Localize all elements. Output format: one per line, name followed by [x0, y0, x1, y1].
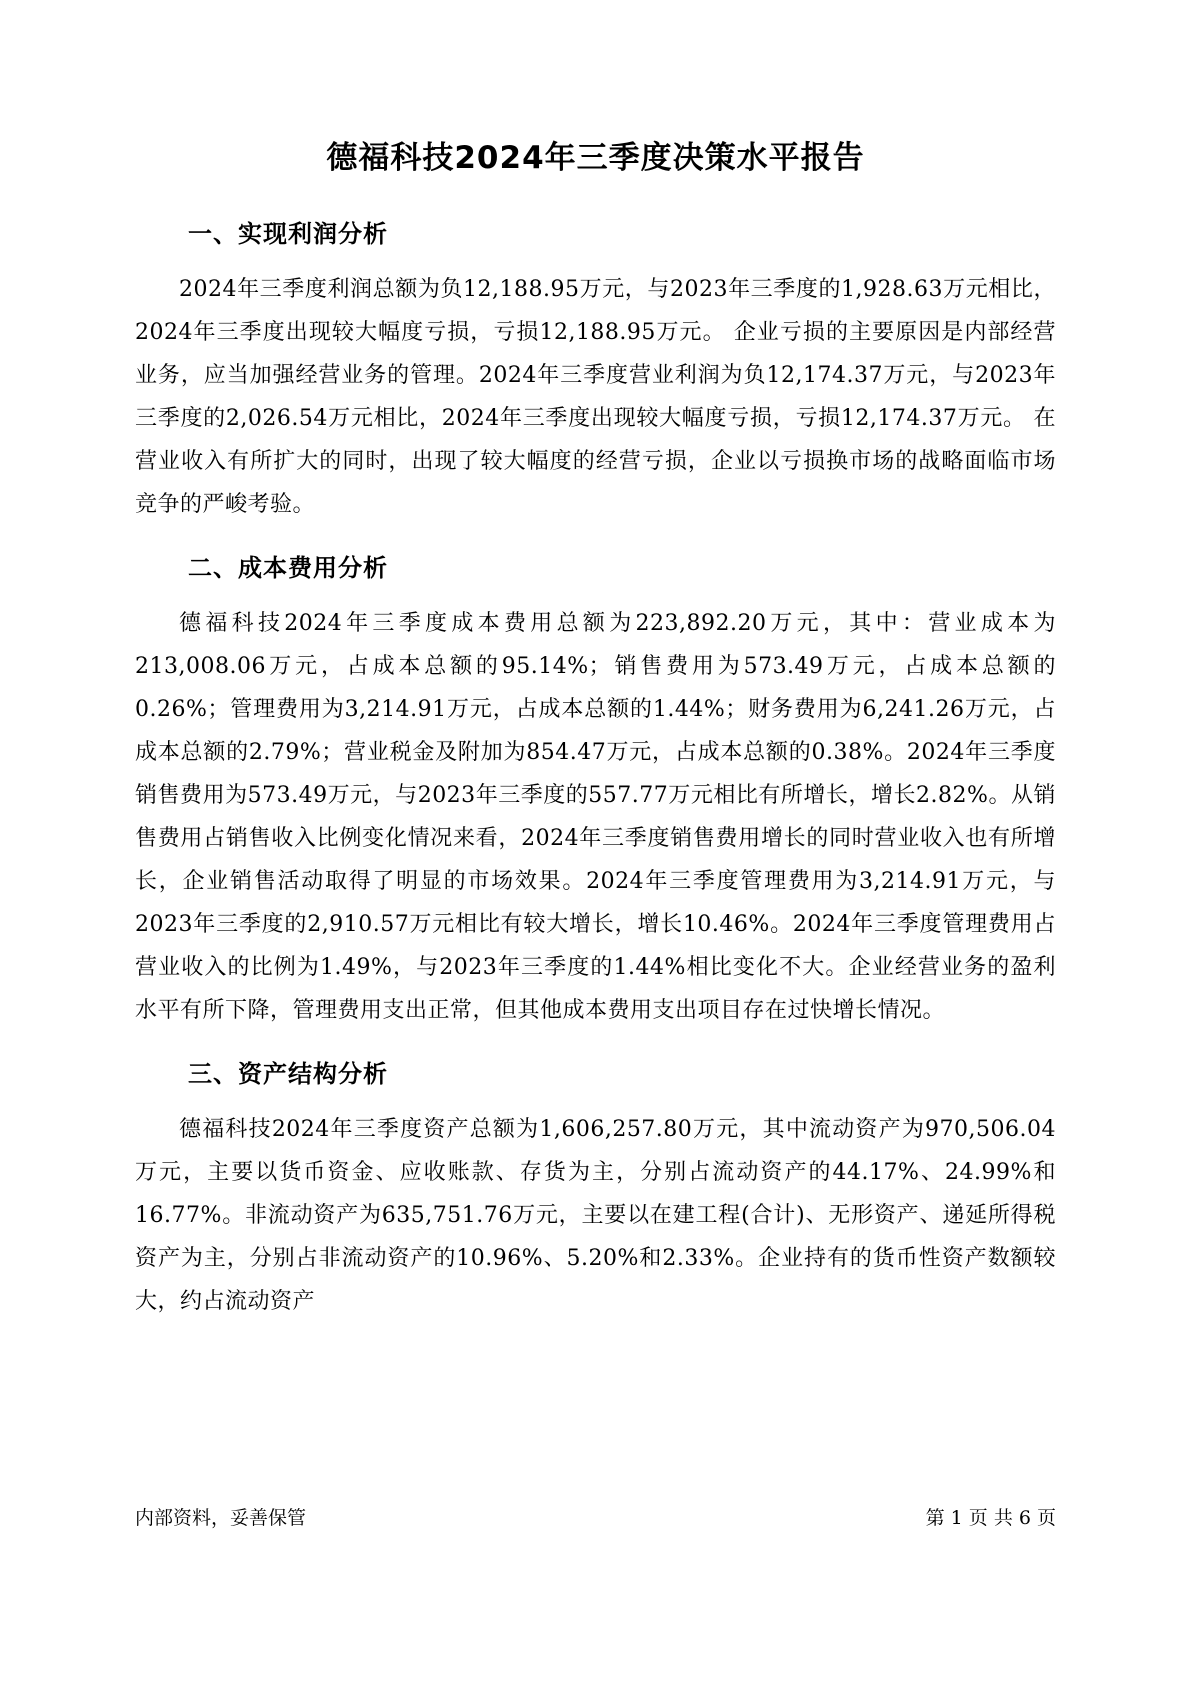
- section-3-paragraph: 德福科技2024年三季度资产总额为1,606,257.80万元，其中流动资产为970,506.04万元，主要以货币资金、应收账款、存货为主，分别占流动资产的44.17%、24.99%和16.77%。非流动资产为635,751.76万元，主要以在建工程(合计)、无形资产、递延所得税资产为主，分别占非流动资产的10.96%、5.20%和2.33%。企业持有的货币性资产数额较大，约占流动资产: [135, 1117, 1056, 1314]
- section-1-heading: 一、实现利润分析: [188, 220, 388, 248]
- footer-page-number: 第 1 页 共 6 页: [925, 1507, 1056, 1529]
- footer-confidential-note: 内部资料，妥善保管: [135, 1507, 307, 1529]
- section-3-heading: 三、资产结构分析: [188, 1060, 388, 1088]
- section-2-heading: 二、成本费用分析: [188, 554, 388, 582]
- report-content: [135, 136, 1056, 1323]
- report-title: 德福科技2024年三季度决策水平报告: [326, 140, 865, 176]
- section-1-paragraph: 2024年三季度利润总额为负12,188.95万元，与2023年三季度的1,928.63万元相比，2024年三季度出现较大幅度亏损，亏损12,188.95万元。 企业亏损的主要原因是内部经营业务，应当加强经营业务的管理。2024年三季度营业利润为负12,174.37万元，与2023年三季度的2,026.54万元相比，2024年三季度出现较大幅度亏损，亏损12,174.37万元。 在营业收入有所扩大的同时，出现了较大幅度的经营亏损，企业以亏损换市场的战略面临市场竞争的严峻考验。: [135, 277, 1056, 517]
- page-footer: [135, 1505, 1056, 1531]
- section-2-paragraph: 德福科技2024年三季度成本费用总额为223,892.20万元，其中：营业成本为213,008.06万元，占成本总额的95.14%；销售费用为573.49万元，占成本总额的0.26%；管理费用为3,214.91万元，占成本总额的1.44%；财务费用为6,241.26万元，占成本总额的2.79%；营业税金及附加为854.47万元，占成本总额的0.38%。2024年三季度销售费用为573.49万元，与2023年三季度的557.77万元相比有所增长，增长2.82%。从销售费用占销售收入比例变化情况来看，2024年三季度销售费用增长的同时营业收入也有所增长，企业销售活动取得了明显的市场效果。2024年三季度管理费用为3,214.91万元，与2023年三季度的2,910.57万元相比有较大增长，增长10.46%。2024年三季度管理费用占营业收入的比例为1.49%，与2023年三季度的1.44%相比变化不大。企业经营业务的盈利水平有所下降，管理费用支出正常，但其他成本费用支出项目存在过快增长情况。: [135, 611, 1056, 1023]
